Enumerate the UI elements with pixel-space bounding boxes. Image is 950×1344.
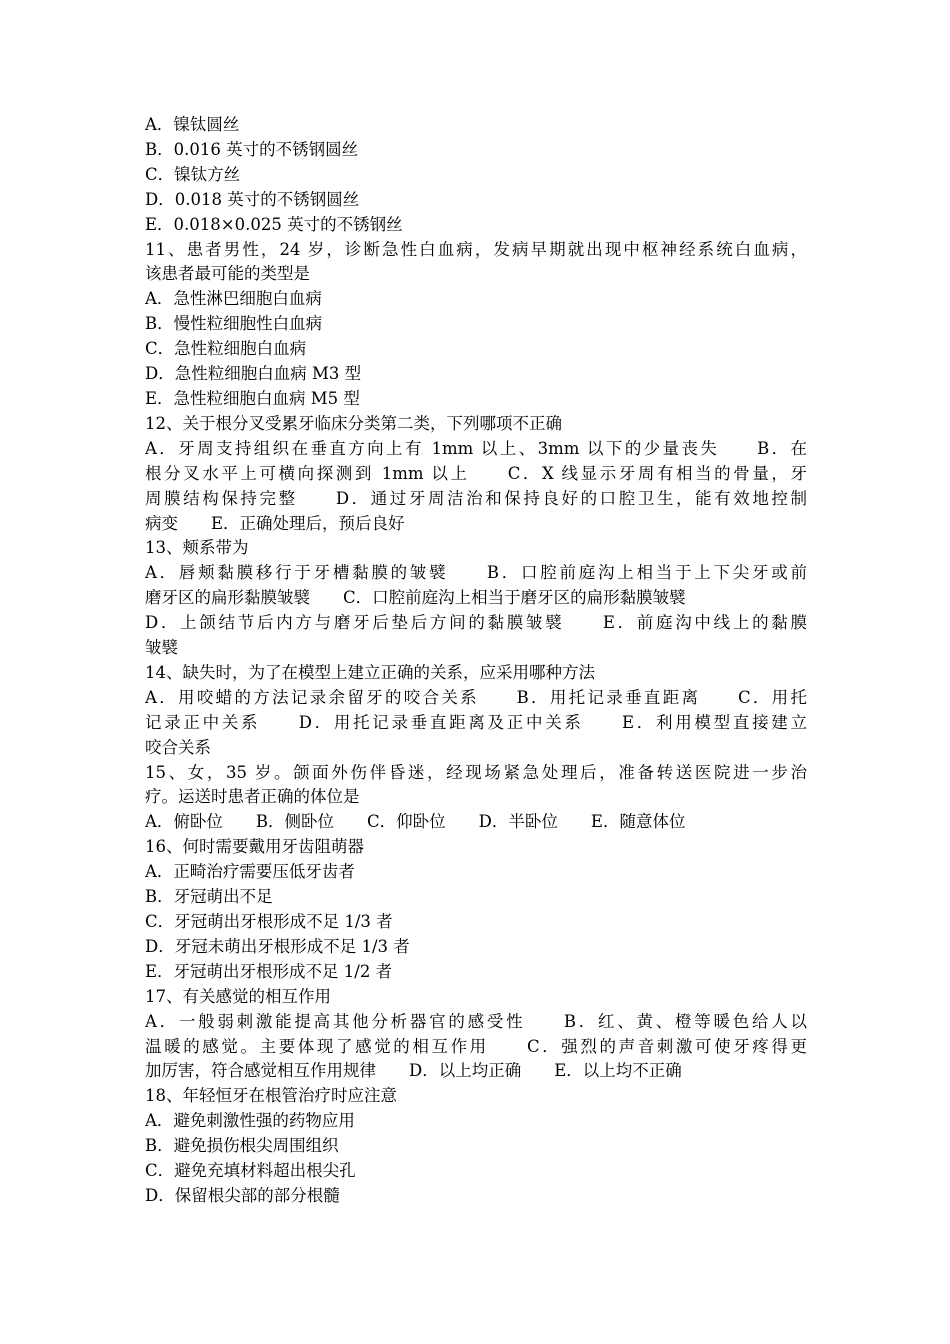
text-line: A．镍钛圆丝: [145, 115, 240, 134]
text-line: A．牙周支持组织在垂直方向上有 1mm 以上、3mm 以下的少量丧失 B．在: [145, 438, 807, 458]
text-line: 16、何时需要戴用牙齿阻萌器: [145, 837, 364, 857]
text-line: 11、患者男性，24 岁，诊断急性白血病，发病早期就出现中枢神经系统白血病，: [145, 239, 807, 259]
text-line: B．避免损伤根尖周围组织: [145, 1136, 339, 1156]
text-line: B．牙冠萌出不足: [145, 887, 273, 907]
text-line: D．保留根尖部的部分根髓: [145, 1185, 340, 1205]
text-line: C．避免充填材料超出根尖孔: [145, 1161, 356, 1181]
text-line: 温暖的感觉。主要体现了感觉的相互作用 C．强烈的声音刺激可使牙疼得更: [145, 1036, 807, 1056]
text-line: 13、颊系带为: [145, 538, 249, 558]
text-line: 皱襞: [145, 638, 178, 658]
text-line: D．上颌结节后内方与磨牙后垫后方间的黏膜皱襞 E．前庭沟中线上的黏膜: [145, 613, 807, 633]
text-line: 病变 E．正确处理后，预后良好: [145, 513, 405, 533]
text-line: A．用咬蜡的方法记录余留牙的咬合关系 B．用托记录垂直距离 C．用托: [145, 687, 807, 707]
text-line: A．一般弱刺激能提高其他分析器官的感受性 B．红、黄、橙等暖色给人以: [145, 1011, 807, 1031]
text-line: 18、年轻恒牙在根管治疗时应注意: [145, 1086, 397, 1106]
text-line: 磨牙区的扁形黏膜皱襞 C．口腔前庭沟上相当于磨牙区的扁形黏膜皱襞: [145, 588, 686, 608]
text-line: E．急性粒细胞白血病 M5 型: [145, 388, 360, 408]
text-line: B．0.016 英寸的不锈钢圆丝: [145, 139, 359, 159]
text-line: 14、缺失时，为了在模型上建立正确的关系，应采用哪种方法: [145, 662, 595, 682]
text-line: B．慢性粒细胞性白血病: [145, 314, 323, 334]
text-line: 疗。运送时患者正确的体位是: [145, 787, 360, 807]
text-line: 根分叉水平上可横向探测到 1mm 以上 C．X 线显示牙周有相当的骨量，牙: [145, 463, 807, 483]
text-line: 咬合关系: [145, 737, 211, 757]
text-line: D．牙冠未萌出牙根形成不足 1/3 者: [145, 936, 410, 956]
text-line: 12、关于根分叉受累牙临床分类第二类，下列哪项不正确: [145, 413, 562, 433]
text-line: D．0.018 英寸的不锈钢圆丝: [145, 189, 360, 209]
text-line: 该患者最可能的类型是: [145, 264, 310, 284]
text-line: 17、有关感觉的相互作用: [145, 986, 331, 1006]
text-line: C．镍钛方丝: [145, 164, 241, 184]
text-line: E．0.018×0.025 英寸的不锈钢丝: [145, 214, 403, 234]
text-line: 周膜结构保持完整 D．通过牙周洁治和保持良好的口腔卫生，能有效地控制: [145, 488, 807, 508]
document-page: [145, 113, 807, 1209]
text-line: A．俯卧位 B．侧卧位 C．仰卧位 D．半卧位 E．随意体位: [145, 812, 686, 832]
text-line: A．避免刺激性强的药物应用: [145, 1111, 355, 1131]
text-line: 记录正中关系 D．用托记录垂直距离及正中关系 E．利用模型直接建立: [145, 712, 807, 732]
text-line: C．急性粒细胞白血病: [145, 339, 307, 359]
text-line: C．牙冠萌出牙根形成不足 1/3 者: [145, 912, 393, 931]
text-line: A．正畸治疗需要压低牙齿者: [145, 862, 355, 882]
text-line: A．唇颊黏膜移行于牙槽黏膜的皱襞 B．口腔前庭沟上相当于上下尖牙或前: [145, 563, 807, 583]
text-line: A．急性淋巴细胞白血病: [145, 289, 322, 309]
text-line: D．急性粒细胞白血病 M3 型: [145, 364, 362, 384]
text-line: 加厉害，符合感觉相互作用规律 D．以上均正确 E．以上均不正确: [145, 1061, 682, 1081]
text-line: E．牙冠萌出牙根形成不足 1/2 者: [145, 961, 393, 981]
text-line: 15、女，35 岁。颌面外伤伴昏迷，经现场紧急处理后，准备转送医院进一步治: [145, 762, 807, 782]
